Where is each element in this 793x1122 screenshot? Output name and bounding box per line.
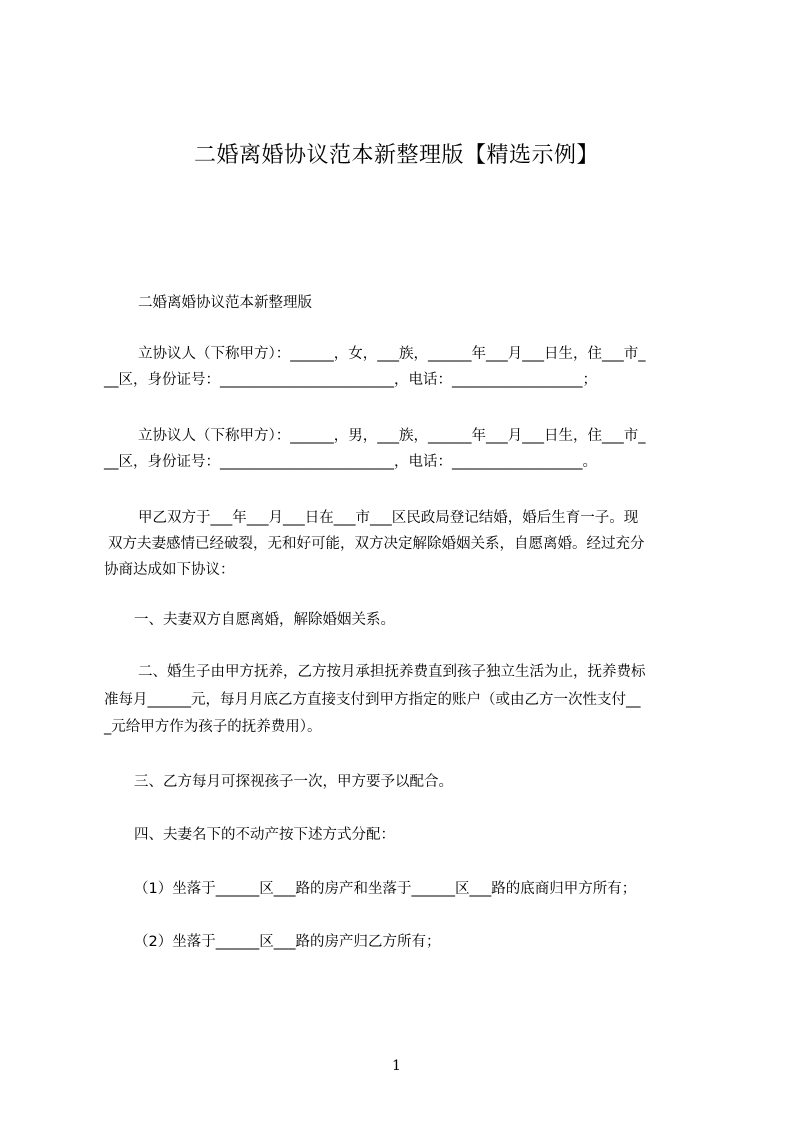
intro-line-3: 协商达成如下协议：	[104, 562, 235, 578]
clause-2-line-2: 准每月______元，每月月底乙方直接支付到甲方指定的账户（或由乙方一次性支付__	[104, 692, 641, 708]
party-a-line-2: __区，身份证号：________________________，电话：__________________；	[104, 372, 597, 388]
page-number: 1	[392, 1058, 401, 1074]
clause-1: 一、夫妻双方自愿离婚，解除婚姻关系。	[134, 612, 395, 628]
property-item-2: （2）坐落于______区___路的房产归乙方所有；	[134, 934, 441, 950]
party-b-line-1: 立协议人（下称甲方）：______，男，___族，______年___月___日生，住___市_	[138, 428, 646, 444]
party-a-line-1: 立协议人（下称甲方）：______，女，___族，______年___月___日生，住___市_	[138, 346, 646, 362]
clause-2-line-1: 二、婚生子由甲方抚养，乙方按月承担抚养费直到孩子独立生活为止，抚养费标	[138, 664, 646, 680]
clause-4: 四、夫妻名下的不动产按下述方式分配：	[134, 827, 395, 843]
party-b-line-2: __区，身份证号：________________________，电话：__________________。	[104, 454, 597, 470]
document-subtitle: 二婚离婚协议范本新整理版	[138, 295, 312, 311]
intro-line-1: 甲乙双方于___年___月___日在___市___区民政局登记结婚，婚后生育一子。现	[138, 510, 639, 526]
intro-line-2: 双方夫妻感情已经破裂，无和好可能，双方决定解除婚姻关系，自愿离婚。经过充分	[108, 536, 645, 552]
clause-2-line-3: _元给甲方作为孩子的抚养费用）。	[104, 719, 322, 735]
clause-3: 三、乙方每月可探视孩子一次，甲方要予以配合。	[134, 774, 453, 790]
property-item-1: （1）坐落于______区___路的房产和坐落于______区___路的底商归甲方所有；	[134, 881, 637, 897]
document-title: 二婚离婚协议范本新整理版【精选示例】	[193, 143, 599, 168]
